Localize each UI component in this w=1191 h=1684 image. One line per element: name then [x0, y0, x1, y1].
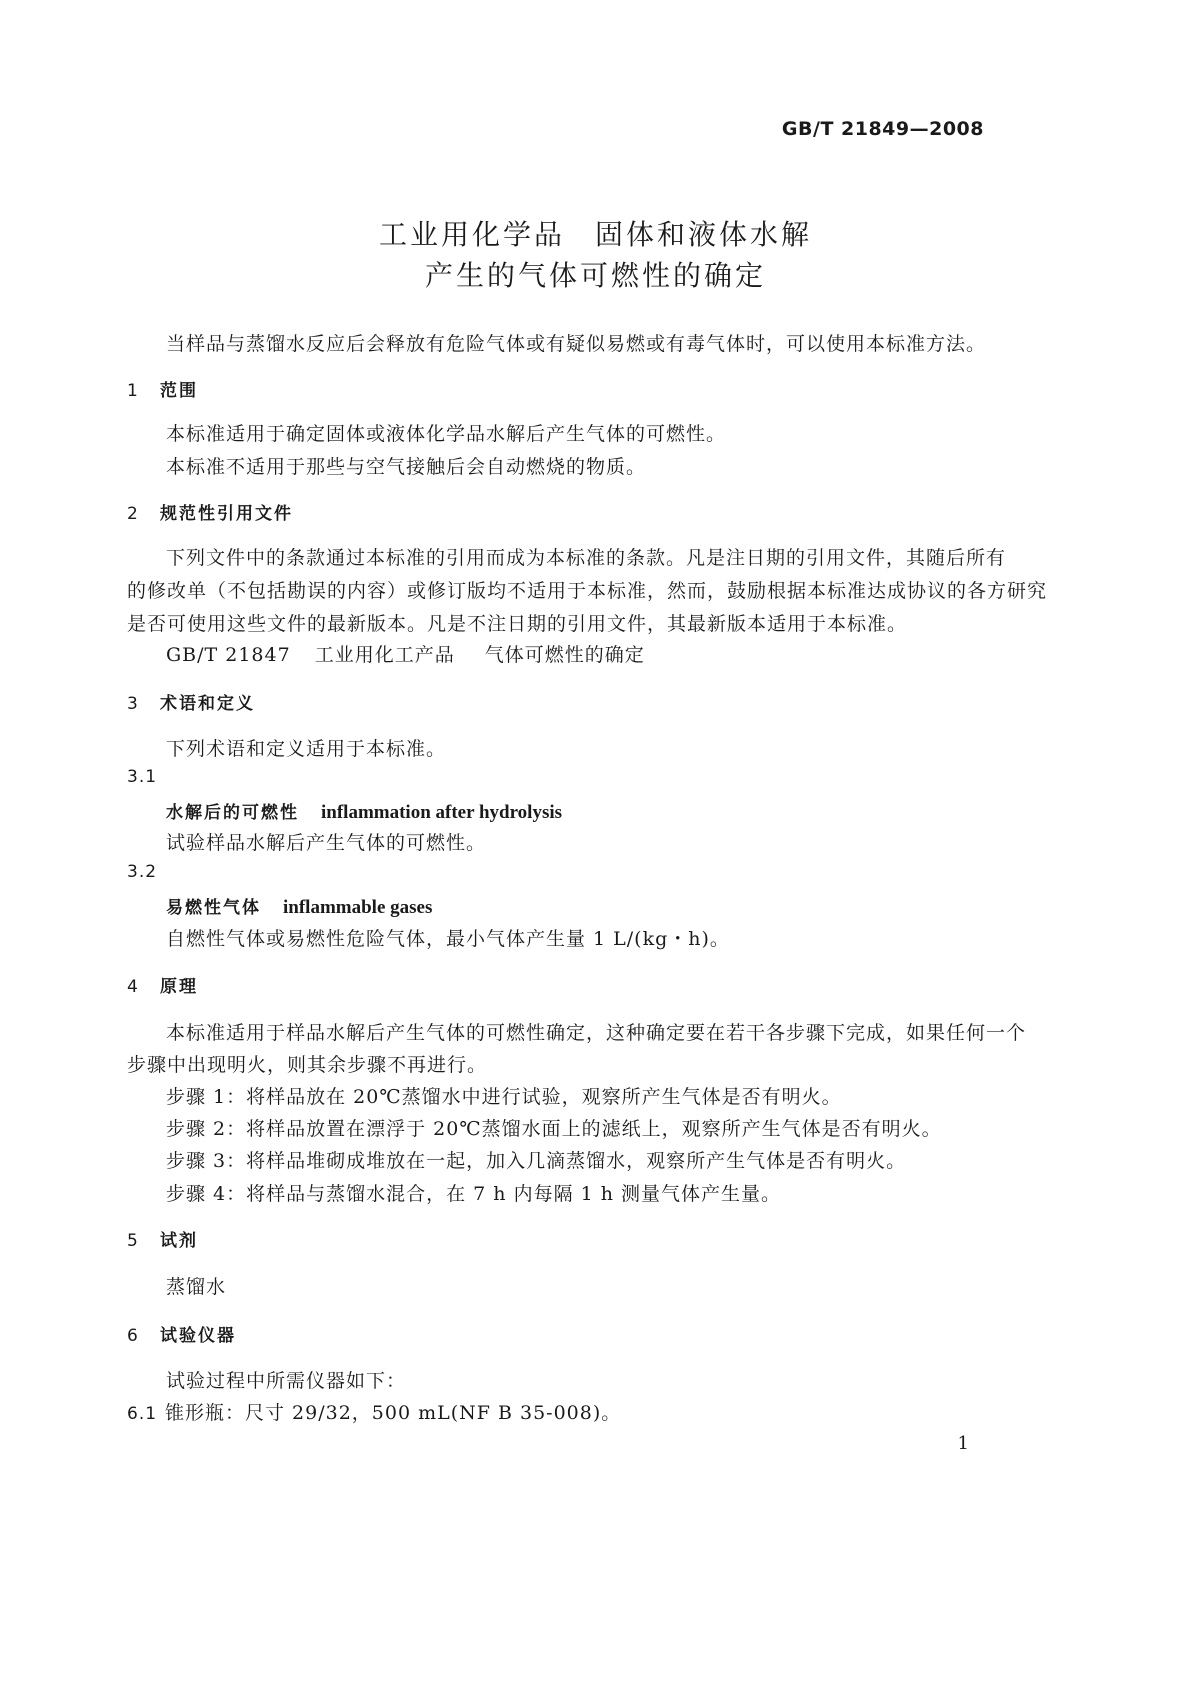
intro-paragraph: 当样品与蒸馏水反应后会释放有危险气体或有疑似易燃或有毒气体时，可以使用本标准方法。 — [166, 333, 987, 355]
step-2: 步骤 2：将样品放置在漂浮于 20℃蒸馏水面上的滤纸上，观察所产生气体是否有明火。 — [166, 1118, 942, 1140]
section-6-heading — [127, 1321, 236, 1346]
section-2-paragraph-line-3: 是否可使用这些文件的最新版本。凡是不注日期的引用文件，其最新版本适用于本标准。 — [127, 613, 908, 635]
definition-3-2-text: 自燃性气体或易燃性危险气体，最小气体产生量 1 L/(kg・h)。 — [166, 928, 730, 950]
standard-number: GB/T 21849—2008 — [781, 118, 984, 140]
section-4-heading — [127, 972, 198, 997]
section-title: 规范性引用文件 — [160, 504, 293, 524]
reference-title-a: 工业用化工产品 — [314, 644, 455, 666]
definition-3-1-text: 试验样品水解后产生气体的可燃性。 — [166, 832, 487, 854]
step-1: 步骤 1：将样品放在 20℃蒸馏水中进行试验，观察所产生气体是否有明火。 — [166, 1086, 842, 1108]
term-chinese: 水解后的可燃性 — [166, 803, 299, 823]
definition-3-1-term — [166, 798, 562, 824]
item-number: 6.1 — [127, 1404, 158, 1424]
section-1-paragraph-2: 本标准不适用于那些与空气接触后会自动燃烧的物质。 — [166, 456, 647, 478]
section-3-paragraph: 下列术语和定义适用于本标准。 — [166, 738, 447, 760]
section-number: 3 — [127, 694, 140, 714]
section-5-heading — [127, 1226, 198, 1251]
document-title-line-2: 产生的气体可燃性的确定 — [424, 259, 766, 292]
section-title: 试验仪器 — [160, 1326, 236, 1346]
section-title: 原理 — [160, 977, 198, 997]
step-4: 步骤 4：将样品与蒸馏水混合，在 7 h 内每隔 1 h 测量气体产生量。 — [166, 1183, 782, 1205]
definition-3-1-number: 3.1 — [127, 767, 158, 787]
section-number: 1 — [127, 381, 140, 401]
section-2-paragraph-line-2: 的修改单（不包括勘误的内容）或修订版均不适用于本标准，然而，鼓励根据本标准达成协议的各方研究 — [127, 580, 1048, 602]
section-2-paragraph-line-1: 下列文件中的条款通过本标准的引用而成为本标准的条款。凡是注日期的引用文件，其随后所有 — [166, 547, 1007, 569]
section-6-paragraph: 试验过程中所需仪器如下： — [166, 1370, 407, 1392]
definition-3-2-term — [166, 893, 432, 919]
reference-title-b: 气体可燃性的确定 — [484, 644, 645, 666]
title-part-b: 固体和液体水解 — [595, 218, 813, 251]
item-text: 锥形瓶：尺寸 29/32，500 mL(NF B 35-008)。 — [165, 1402, 622, 1424]
term-english: inflammation after hydrolysis — [321, 802, 563, 823]
section-title: 范围 — [160, 381, 198, 401]
section-title: 试剂 — [160, 1231, 198, 1251]
section-1-heading — [127, 376, 198, 401]
apparatus-item-6-1 — [127, 1398, 621, 1425]
normative-reference — [166, 640, 645, 667]
section-number: 2 — [127, 504, 140, 524]
section-title: 术语和定义 — [160, 694, 255, 714]
section-2-heading — [127, 499, 293, 524]
term-chinese: 易燃性气体 — [166, 898, 261, 918]
definition-3-2-number: 3.2 — [127, 862, 158, 882]
step-3: 步骤 3：将样品堆砌成堆放在一起，加入几滴蒸馏水，观察所产生气体是否有明火。 — [166, 1150, 907, 1172]
section-1-paragraph-1: 本标准适用于确定固体或液体化学品水解后产生气体的可燃性。 — [166, 423, 727, 445]
section-4-paragraph-line-2: 步骤中出现明火，则其余步骤不再进行。 — [127, 1054, 488, 1076]
section-5-paragraph: 蒸馏水 — [166, 1276, 227, 1298]
term-english: inflammable gases — [283, 897, 433, 918]
section-number: 6 — [127, 1326, 140, 1346]
reference-code: GB/T 21847 — [166, 644, 291, 666]
section-number: 5 — [127, 1231, 140, 1251]
section-number: 4 — [127, 977, 140, 997]
page-number: 1 — [957, 1433, 969, 1454]
document-title-line-1 — [0, 213, 1191, 253]
section-4-paragraph-line-1: 本标准适用于样品水解后产生气体的可燃性确定，这种确定要在若干各步骤下完成，如果任何一个 — [166, 1022, 1027, 1044]
section-3-heading — [127, 689, 255, 714]
title-part-a: 工业用化学品 — [378, 218, 565, 251]
